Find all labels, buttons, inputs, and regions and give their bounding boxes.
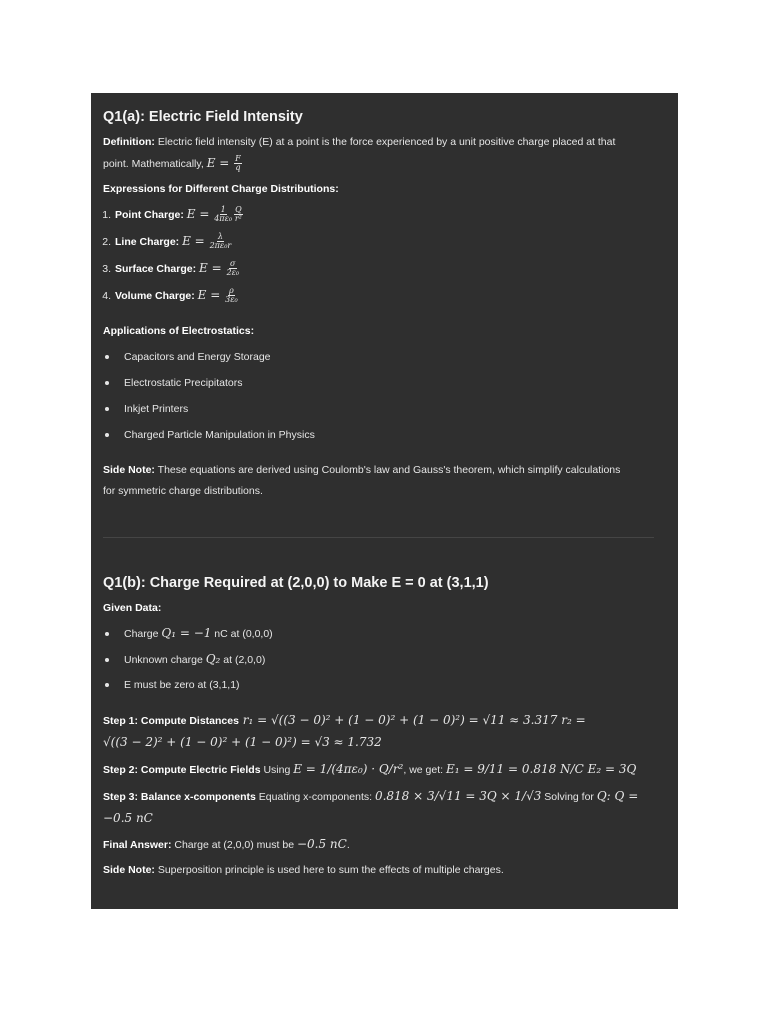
section-divider <box>103 537 654 538</box>
q1a-apps-heading: Applications of Electrostatics: <box>103 325 255 337</box>
q1a-definition: Definition: Electric field intensity (E) at a point is the force experienced by a unit positive charge placed at that <box>103 136 616 148</box>
q1a-expr-heading: Expressions for Different Charge Distributions: <box>103 183 339 195</box>
step3-line2: −0.5 nC <box>103 811 153 825</box>
def-formula: E = $\frac{F}{q}$ <box>206 154 241 172</box>
list-item: Inkjet Printers <box>105 403 188 415</box>
q1b-side-note: Side Note: Superposition principle is used here to sum the effects of multiple charges. <box>103 864 504 876</box>
list-item: Charge Q₁ = −1 nC at (0,0,0) <box>105 626 273 640</box>
line-charge-formula: E = $\frac{\lambda}{\text{2πε₀r}}$ <box>182 232 232 250</box>
point-charge-formula: E = $\frac{1}{\text{4πε₀}}$ $\frac{Q}{\text{r²}}$ <box>186 205 242 223</box>
volume-charge-formula: E = $\frac{\rho}{\text{3ε₀}}$ <box>197 286 238 304</box>
list-item: 1. Point Charge: E = $\frac{1}{\text{4πε₀}}$ $\frac{Q}{\text{r²}}$ <box>102 205 242 223</box>
q1b-title: Q1(b): Charge Required at (2,0,0) to Make E = 0 at (3,1,1) <box>103 575 489 591</box>
step1: Step 1: Compute Distances r₁ = √((3 − 0)² + (1 − 0)² + (1 − 0)²) = √11 ≈ 3.317 r₂ = <box>103 713 586 727</box>
final-answer: Final Answer: Charge at (2,0,0) must be −0.5 nC. <box>103 837 350 851</box>
q1a-side-note: Side Note: These equations are derived using Coulomb's law and Gauss's theorem, which simplify calculations <box>103 464 621 476</box>
list-item: 2. Line Charge: E = $\frac{\lambda}{\text{2πε₀r}}$ <box>102 232 232 250</box>
step1-line2: √((3 − 2)² + (1 − 0)² + (1 − 0)²) = √3 ≈ 1.732 <box>103 735 382 749</box>
q1a-title: Q1(a): Electric Field Intensity <box>103 109 303 125</box>
step2: Step 2: Compute Electric Fields Using E = 1/(4πε₀) · Q/r², we get: E₁ = 9/11 = 0.818 N/C E₂ = 3Q <box>103 762 637 776</box>
list-item: Electrostatic Precipitators <box>105 377 242 389</box>
list-item: E must be zero at (3,1,1) <box>105 679 240 691</box>
q1b-given-heading: Given Data: <box>103 602 162 614</box>
list-item: 4. Volume Charge: E = $\frac{\rho}{\text{3ε₀}}$ <box>102 286 238 304</box>
list-item: Unknown charge Q₂ at (2,0,0) <box>105 652 265 666</box>
q1a-definition-line2: point. Mathematically, E = $\frac{F}{q}$ <box>103 154 241 172</box>
list-item: 3. Surface Charge: E = $\frac{\sigma}{\text{2ε₀}}$ <box>102 259 240 277</box>
answer-panel <box>91 93 678 909</box>
step3: Step 3: Balance x-components Equating x-components: 0.818 × 3/√11 = 3Q × 1/√3 Solving for Q: Q = <box>103 789 639 803</box>
surface-charge-formula: E = $\frac{\sigma}{\text{2ε₀}}$ <box>199 259 240 277</box>
list-item: Charged Particle Manipulation in Physics <box>105 429 315 441</box>
list-item: Capacitors and Energy Storage <box>105 351 271 363</box>
q1a-side-note-line2: for symmetric charge distributions. <box>103 485 263 497</box>
